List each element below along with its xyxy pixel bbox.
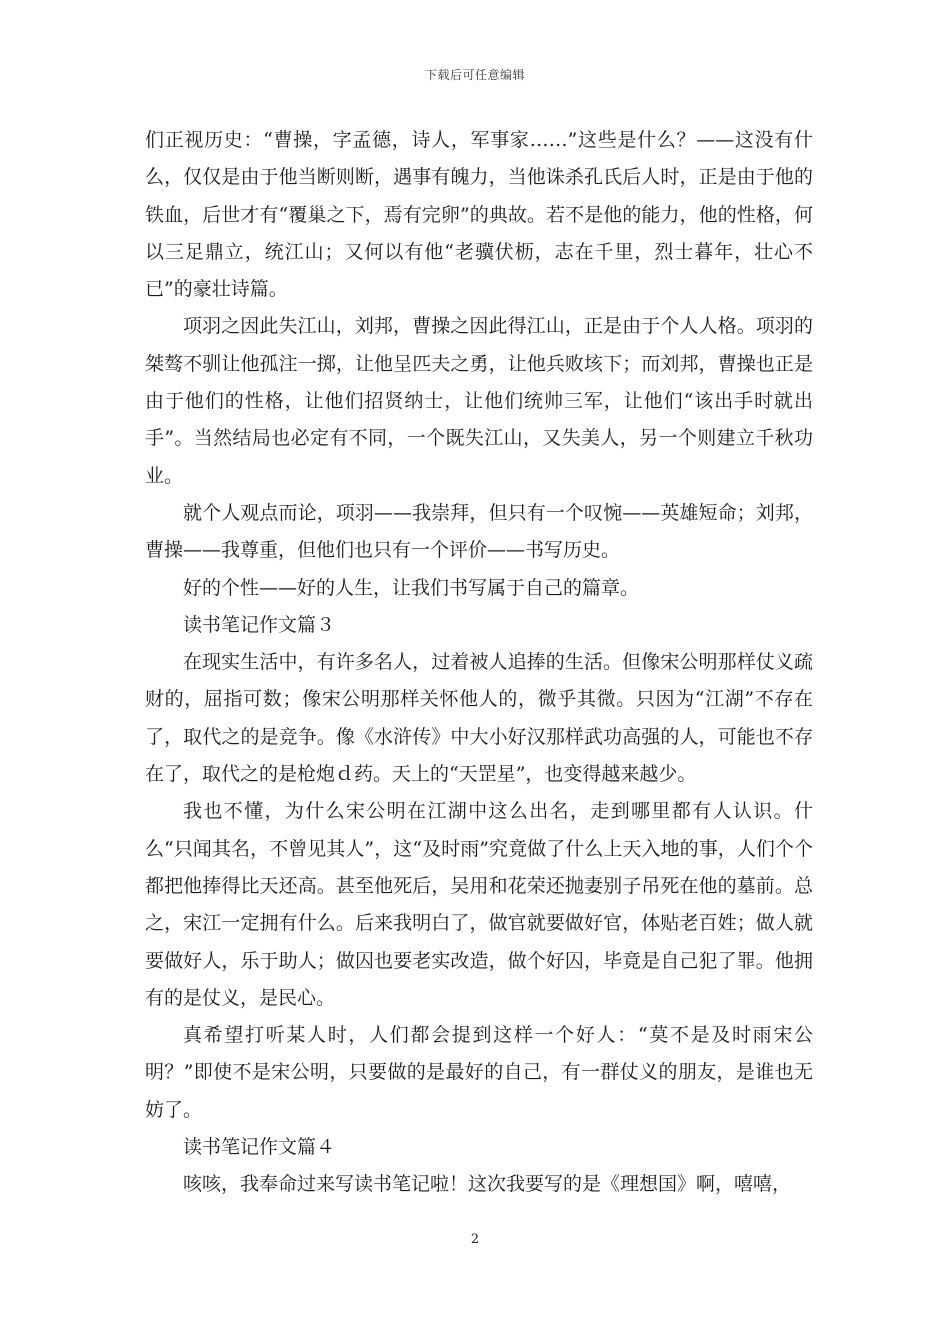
paragraph: 真希望打听某人时，人们都会提到这样一个好人：“莫不是及时雨宋公明？”即使不是宋公明，只要做的是最好的自己，有一群仗义的朋友，是谁也无妨了。 [145, 1024, 813, 1121]
paragraph: 咳咳，我奉命过来写读书笔记啦！这次我要写的是《理想国》啊，嘻嘻， [183, 1173, 792, 1196]
paragraph: 在现实生活中，有许多名人，过着被人追捧的生活。但像宋公明那样仗义疏财的，屈指可数；像宋公明那样关怀他人的，微乎其微。只因为“江湖”不存在了，取代之的是竞争。像《水浒传》中大小好汉那样武功高强的人，可能也不存在了，取代之的是枪炮ｄ药。天上的“天罡星”，也变得越来越少。 [145, 651, 813, 786]
paragraph: 就个人观点而论，项羽——我崇拜，但只有一个叹惋——英雄短命；刘邦，曹操——我尊重，但他们也只有一个评价——书写历史。 [145, 501, 813, 562]
page-number: 2 [470, 1232, 480, 1247]
paragraph: 好的个性——好的人生，让我们书写属于自己的篇章。 [183, 576, 640, 599]
document-body [145, 122, 813, 1204]
page-header: 下载后可任意编辑 [424, 68, 525, 82]
section-heading: 读书笔记作文篇４ [183, 1136, 336, 1159]
section-heading: 读书笔记作文篇３ [183, 613, 336, 636]
paragraph: 们正视历史：“曹操，字孟德，诗人，军事家……”这些是什么？——这没有什么，仅仅是由于他当断则断，遇事有魄力，当他诛杀孔氏后人时，正是由于他的铁血，后世才有“覆巢之下，焉有完卵”的典故。若不是他的能力，他的性格，何以三足鼎立，统江山；又何以有他“老骥伏枥，志在千里，烈士暮年，壮心不已”的豪壮诗篇。 [145, 129, 813, 301]
paragraph: 我也不懂，为什么宋公明在江湖中这么出名，走到哪里都有人认识。什么“只闻其名，不曾见其人”，这“及时雨”究竟做了什么上天入地的事，人们个个都把他捧得比天还高。甚至他死后，吴用和花荣还抛妻别子吊死在他的墓前。总之，宋江一定拥有什么。后来我明白了，做官就要做好官，体贴老百姓；做人就要做好人，乐于助人；做囚也要老实改造，做个好囚，毕竟是自己犯了罪。他拥有的是仗义，是民心。 [145, 800, 813, 1009]
paragraph: 项羽之因此失江山，刘邦，曹操之因此得江山，正是由于个人人格。项羽的桀骜不驯让他孤注一掷，让他呈匹夫之勇，让他兵败垓下；而刘邦，曹操也正是由于他们的性格，让他们招贤纳士，让他们统帅三军，让他们“该出手时就出手”。当然结局也必定有不同，一个既失江山，又失美人，另一个则建立千秋功业。 [145, 315, 813, 487]
